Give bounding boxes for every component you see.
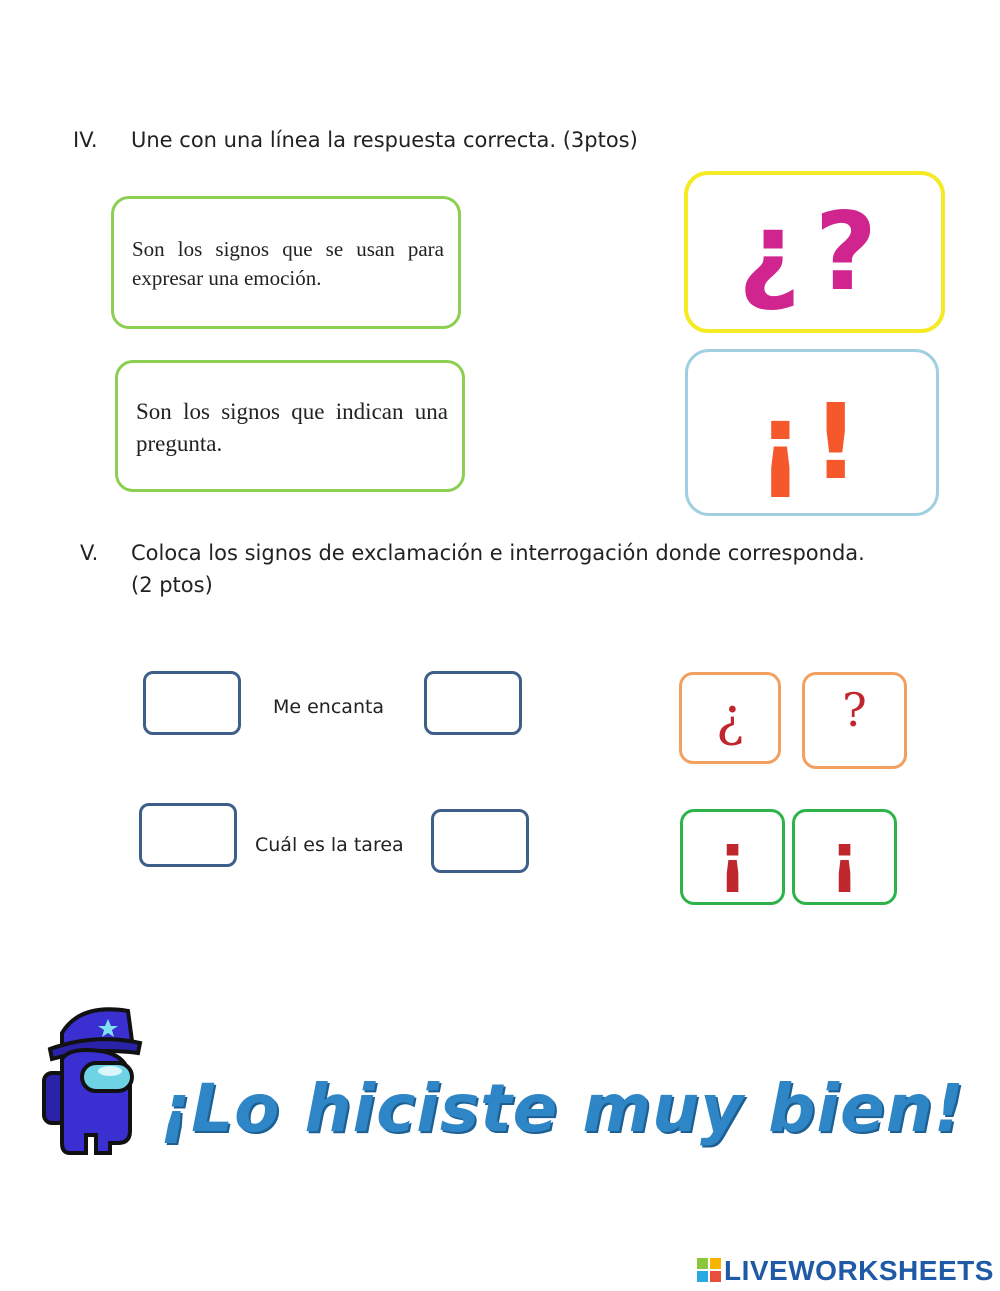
definition-text-question: Son los signos que indican una pregunta.: [136, 399, 448, 456]
phrase-1: Me encanta: [273, 696, 385, 718]
tile-close-question[interactable]: ?: [802, 672, 907, 769]
exclamation-marks-symbol: ¡!: [756, 380, 868, 503]
exclamation-marks-box[interactable]: [685, 349, 939, 516]
definition-box-question[interactable]: [115, 360, 465, 492]
crewmate-mascot-icon: [40, 1003, 150, 1158]
section-4-instruction: Une con una línea la respuesta correcta. (3ptos): [131, 128, 638, 152]
definition-box-emotion[interactable]: [111, 196, 461, 329]
question-marks-symbol: ¿?: [737, 189, 892, 315]
congratulations-banner: ¡Lo hiciste muy bien!: [160, 1070, 965, 1147]
tile-open-exclamation-2[interactable]: ¡: [792, 809, 897, 905]
answer-blank-2-close[interactable]: [431, 809, 529, 873]
liveworksheets-logo-icon: [697, 1258, 721, 1282]
answer-blank-2-open[interactable]: [139, 803, 237, 867]
question-marks-box[interactable]: [684, 171, 945, 333]
liveworksheets-brand[interactable]: LIVEWORKSHEETS: [724, 1255, 994, 1286]
answer-blank-1-open[interactable]: [143, 671, 241, 735]
phrase-2: Cuál es la tarea: [255, 834, 404, 856]
section-5-instruction: Coloca los signos de exclamación e interrogación donde corresponda.: [131, 541, 865, 565]
answer-blank-1-close[interactable]: [424, 671, 522, 735]
section-5-number: V.: [80, 541, 99, 565]
section-5-points: (2 ptos): [131, 573, 213, 597]
section-4-number: IV.: [73, 128, 98, 152]
definition-text-emotion: Son los signos que se usan para expresar una emoción.: [132, 237, 444, 290]
tile-open-question[interactable]: ¿: [679, 672, 781, 764]
tile-open-exclamation-1[interactable]: ¡: [680, 809, 785, 905]
